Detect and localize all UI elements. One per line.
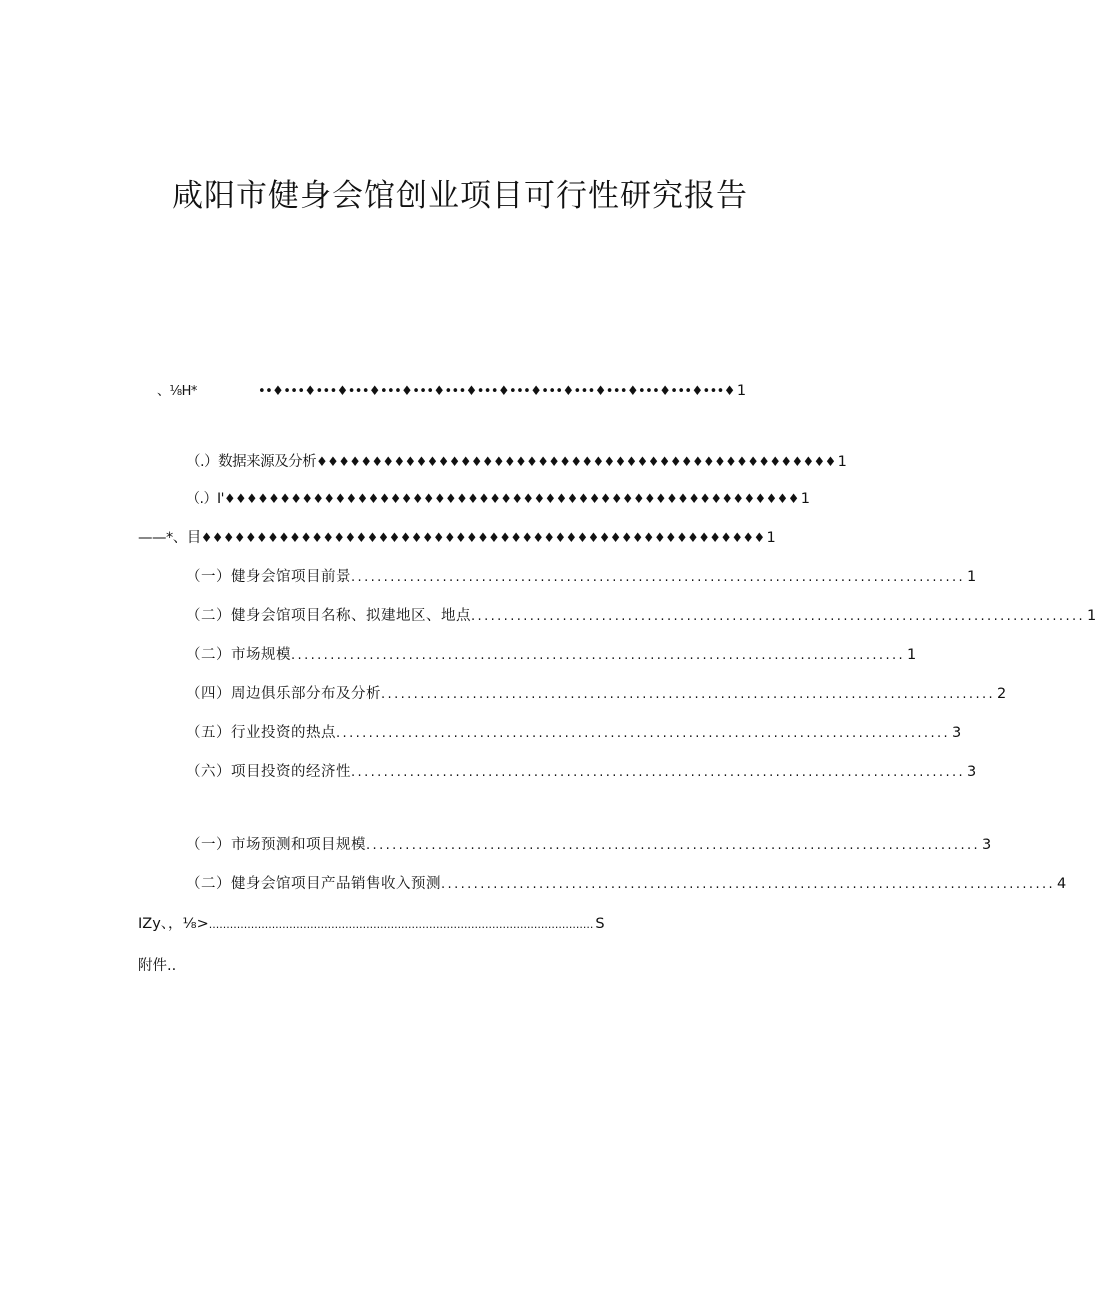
toc-entry-label: （二）健身会馆项目产品销售收入预测 [186, 876, 441, 892]
toc-entry [186, 489, 810, 509]
toc-entry-page: 1 [736, 383, 746, 399]
toc-entry-page: 3 [967, 764, 977, 780]
toc-entry-label: IZy、，⅛> [138, 916, 209, 932]
toc-entry-label: （六）项目投资的经济性 [186, 764, 351, 780]
toc-entry [186, 567, 977, 587]
toc-entry-label: （四）周边俱乐部分布及分析 [186, 686, 381, 702]
toc-entry-label: （二）健身会馆项目名称、拟建地区、地点 [186, 608, 471, 624]
toc-entry-leader: ♦♦♦♦♦♦♦♦♦♦♦♦♦♦♦♦♦♦♦♦♦♦♦♦♦♦♦♦♦♦♦♦♦♦♦♦♦♦♦♦♦♦♦♦♦♦♦ [316, 455, 836, 470]
toc-entry-leader: ••♦•••♦•••♦•••♦•••♦•••♦•••♦•••♦•••♦•••♦•••♦•••♦•••♦•••♦•••♦ [258, 384, 735, 399]
toc-entry-leader: .............................................................................................. [381, 687, 996, 702]
toc-entry-label: 、⅛H* [157, 384, 197, 399]
toc-entry-leader: .............................................................................................. [351, 765, 966, 780]
toc-entry-label: 附件.. [138, 958, 177, 974]
toc-entry-page: 3 [952, 725, 962, 741]
toc-entry-label: （一）健身会馆项目前景 [186, 569, 351, 585]
toc-entry-leader: ♦♦♦♦♦♦♦♦♦♦♦♦♦♦♦♦♦♦♦♦♦♦♦♦♦♦♦♦♦♦♦♦♦♦♦♦♦♦♦♦♦♦♦♦♦♦♦♦♦♦♦ [200, 531, 765, 546]
toc-entry-page: 1 [967, 569, 977, 585]
toc-entry-label: （.）I' [186, 491, 224, 507]
toc-entry-page: 2 [997, 686, 1007, 702]
toc-entry-leader: .............................................................................................. [336, 726, 951, 741]
toc-entry-leader: .............................................................................................. [441, 877, 1056, 892]
toc-entry-leader: .............................................................................................................. [208, 918, 594, 931]
toc-entry-leader: .............................................................................................. [291, 648, 906, 663]
toc-entry [138, 914, 605, 934]
toc-entry [186, 645, 917, 665]
toc-entry-page: 1 [837, 454, 847, 470]
toc-entry-page: S [595, 916, 605, 932]
toc-entry-appendix [138, 956, 338, 976]
toc-entry [186, 723, 962, 743]
toc-entry-label: ——*、目 [138, 530, 201, 546]
toc-entry [186, 452, 847, 472]
toc-entry-page: 1 [766, 530, 776, 546]
toc-entry-page: 1 [1087, 608, 1096, 624]
toc-entry [186, 684, 1007, 704]
toc-entry [186, 606, 1096, 626]
document-title: 咸阳市健身会馆创业项目可行性研究报告 [172, 178, 748, 214]
toc-entry-page: 1 [907, 647, 917, 663]
toc-entry-page: 1 [800, 491, 810, 507]
toc-entry-page: 4 [1057, 876, 1067, 892]
toc-entry-label: （五）行业投资的热点 [186, 725, 336, 741]
toc-entry [138, 528, 776, 548]
toc-entry [157, 381, 746, 401]
toc-entry-label: （一）市场预测和项目规模 [186, 837, 366, 853]
toc-entry-leader: .............................................................................................. [351, 570, 966, 585]
toc-entry [186, 874, 1067, 894]
toc-entry [186, 835, 992, 855]
toc-entry-label: （二）市场规模 [186, 647, 291, 663]
toc-entry-page: 3 [982, 837, 992, 853]
toc-entry-leader: .............................................................................................. [366, 838, 981, 853]
toc-entry-label: （.）数据来源及分析 [186, 454, 317, 470]
toc-entry-leader: .............................................................................................. [471, 609, 1086, 624]
toc-entry-leader: ♦♦♦♦♦♦♦♦♦♦♦♦♦♦♦♦♦♦♦♦♦♦♦♦♦♦♦♦♦♦♦♦♦♦♦♦♦♦♦♦♦♦♦♦♦♦♦♦♦♦♦♦ [223, 492, 799, 507]
toc-entry [186, 762, 977, 782]
